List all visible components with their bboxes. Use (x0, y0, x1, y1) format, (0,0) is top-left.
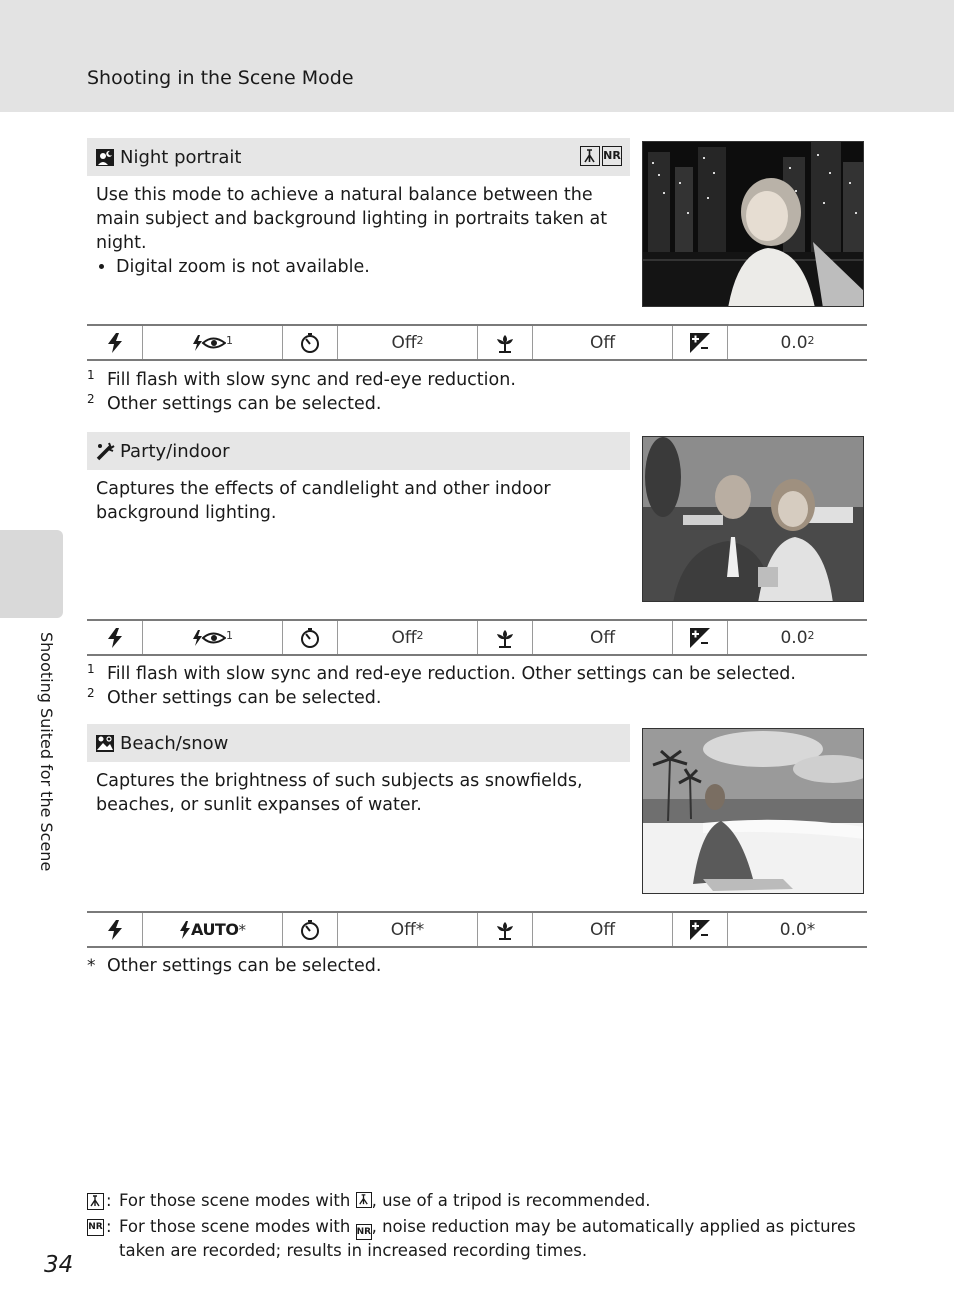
self-timer-value: Off* (337, 913, 477, 946)
settings-row (87, 911, 867, 948)
noise-reduction-note: NR : For those scene modes with NR, noise reduction may be automatically applied as pictures taken are recorded; results in increased recording times. (88, 1217, 856, 1260)
section-header-bar (87, 724, 630, 762)
settings-row (87, 619, 867, 656)
flash-value (142, 326, 282, 359)
bottom-notes (87, 1190, 867, 1266)
party-indoor-photo (642, 436, 864, 602)
night-portrait-mode-icon (96, 148, 115, 167)
section-description (96, 769, 626, 817)
description-text: Captures the brightness of such subjects as snowfields, beaches, or sunlit expanses of water. (96, 771, 583, 815)
footnote: 1 Fill flash with slow sync and red-eye reduction. (87, 368, 516, 390)
footnote: 2 Other settings can be selected. (87, 392, 382, 414)
footnote-ref: 1 (226, 629, 233, 642)
settings-row (87, 324, 867, 361)
section-title (96, 733, 228, 754)
footnote: 1 Fill flash with slow sync and red-eye reduction. Other settings can be selected. (87, 662, 796, 684)
section-description (96, 477, 626, 525)
flash-icon (87, 326, 142, 359)
exposure-value: 0.0 $^2$ (727, 621, 867, 654)
section-title-text: Party/indoor (120, 441, 230, 462)
side-tab-label: Shooting Suited for the Scene (37, 632, 56, 872)
tripod-icon (356, 1192, 372, 1208)
noise-reduction-icon: NR (356, 1224, 372, 1240)
exposure-value: 0.0 $^2$ (727, 326, 867, 359)
night-portrait-photo (642, 141, 864, 307)
self-timer-value: Off $^2$ (337, 326, 477, 359)
section-description (96, 183, 626, 279)
tripod-icon (580, 146, 600, 166)
auto-flash-icon (179, 921, 191, 939)
header-band (0, 0, 954, 112)
description-text: Captures the effects of candlelight and other indoor background lighting. (96, 479, 551, 523)
footnote-ref: * (238, 920, 246, 939)
self-timer-icon (282, 621, 337, 654)
section-tags (580, 146, 622, 166)
side-tab (0, 530, 63, 618)
slow-sync-red-eye-icon (192, 629, 226, 647)
section-header-bar (87, 432, 630, 470)
self-timer-value: Off $^2$ (337, 621, 477, 654)
section-title (96, 441, 230, 462)
page-number: 34 (44, 1252, 74, 1278)
page-header-title: Shooting in the Scene Mode (87, 67, 354, 89)
macro-value: Off (532, 326, 672, 359)
exposure-compensation-icon (672, 913, 727, 946)
description-text: Use this mode to achieve a natural balance between the main subject and background lighting in portraits taken at night. (96, 185, 608, 253)
macro-icon (477, 326, 532, 359)
macro-icon (477, 913, 532, 946)
footnote: 2 Other settings can be selected. (87, 686, 382, 708)
section-header-bar (87, 138, 630, 176)
macro-value: Off (532, 913, 672, 946)
footnotes (87, 368, 867, 416)
exposure-compensation-icon (672, 326, 727, 359)
footnotes (87, 954, 867, 978)
noise-reduction-icon: NR (602, 146, 622, 166)
footnote-ref: 1 (226, 334, 233, 347)
self-timer-icon (282, 913, 337, 946)
section-title-text: Beach/snow (120, 733, 229, 754)
self-timer-icon (282, 326, 337, 359)
macro-icon (477, 621, 532, 654)
tripod-note: : For those scene modes with , use of a tripod is recommended. (87, 1190, 867, 1212)
beach-snow-photo (642, 728, 864, 894)
party-indoor-mode-icon (96, 442, 115, 461)
flash-value (142, 621, 282, 654)
bullet-item: • Digital zoom is not available. (116, 255, 626, 279)
flash-icon (87, 621, 142, 654)
flash-auto-label: AUTO (191, 920, 239, 939)
beach-snow-mode-icon (96, 734, 115, 753)
exposure-compensation-icon (672, 621, 727, 654)
noise-reduction-icon: NR (87, 1219, 104, 1236)
flash-value (142, 913, 282, 946)
exposure-value: 0.0* (727, 913, 867, 946)
footnote: * Other settings can be selected. (87, 956, 382, 976)
tripod-icon (87, 1193, 104, 1210)
section-title (96, 147, 241, 168)
section-title-text: Night portrait (120, 147, 242, 168)
slow-sync-red-eye-icon (192, 334, 226, 352)
flash-icon (87, 913, 142, 946)
footnotes (87, 662, 867, 710)
macro-value: Off (532, 621, 672, 654)
